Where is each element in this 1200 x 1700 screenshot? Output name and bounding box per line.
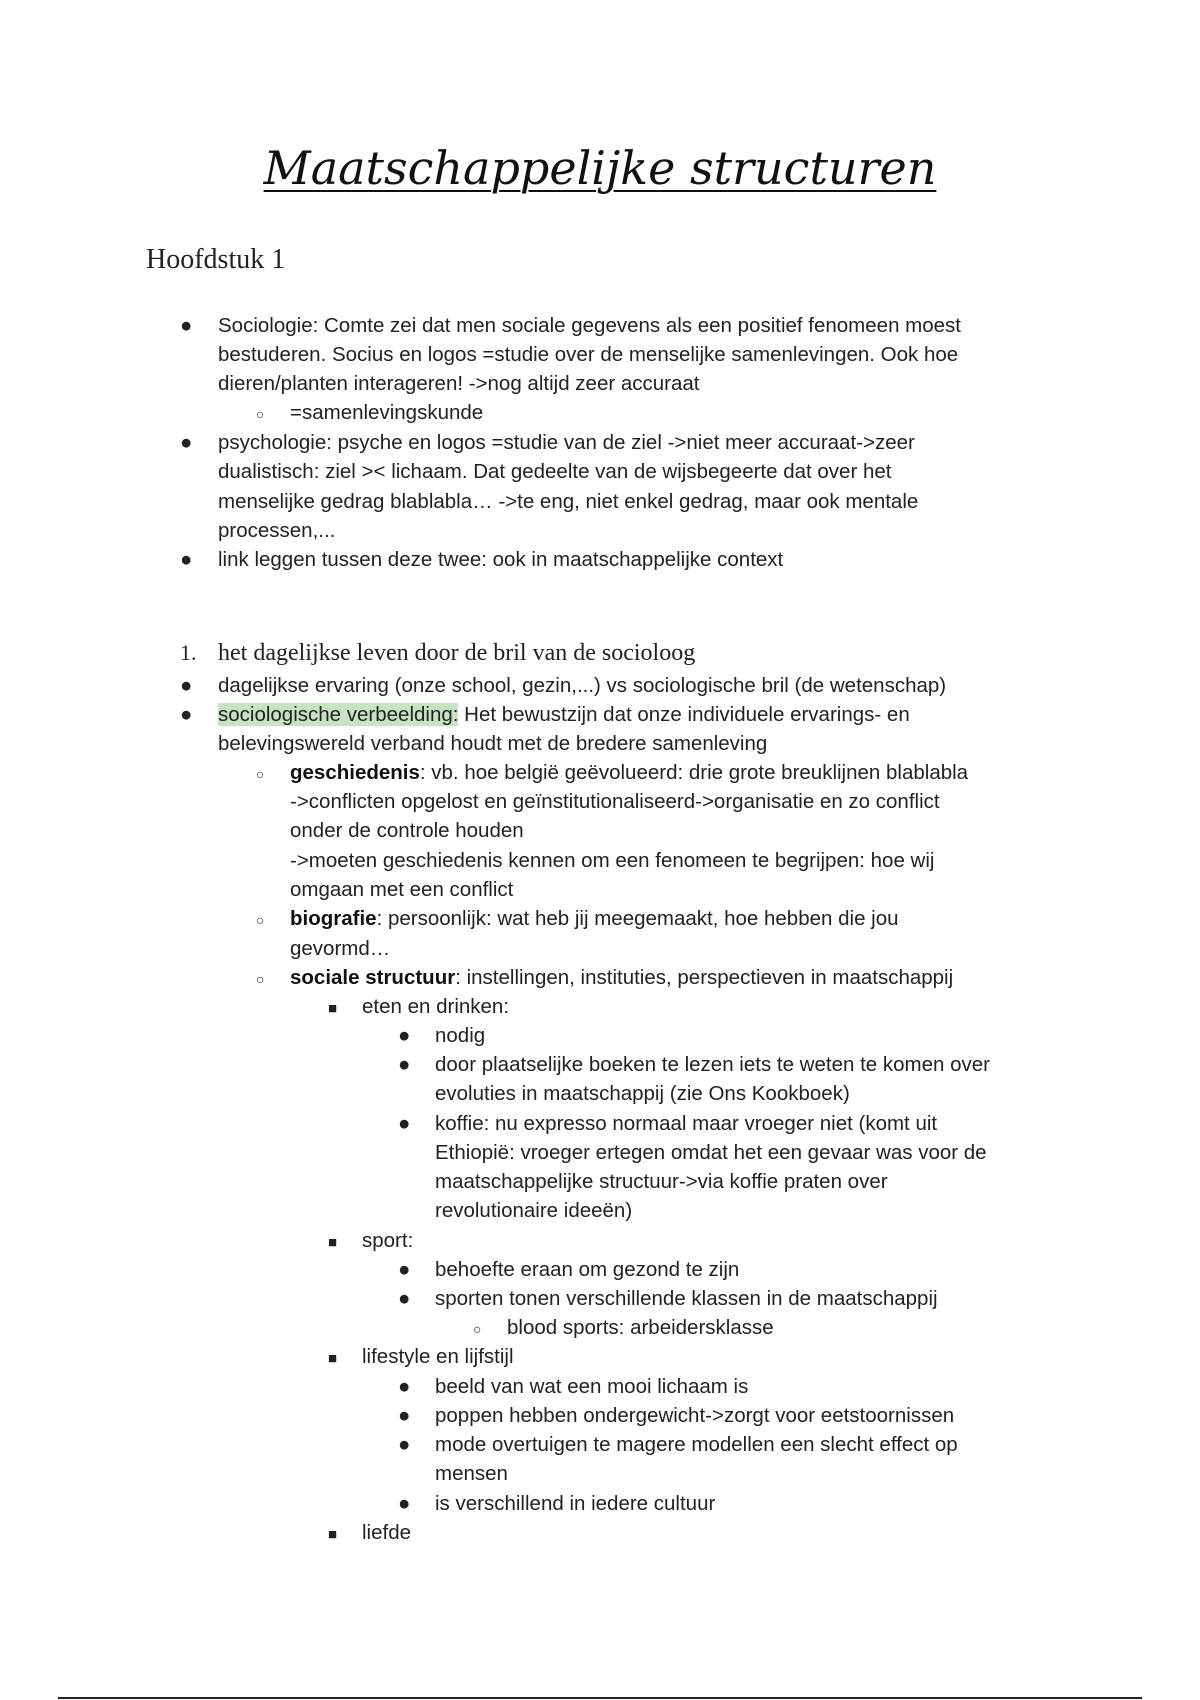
text-line: onder de controle houden [290, 819, 524, 842]
text-line: psychologie: psyche en logos =studie van de ziel ->niet meer accuraat->zeer [218, 431, 915, 454]
text-line: nodig [435, 1024, 486, 1047]
text-line: geschiedenis: vb. hoe belgië geëvolueerd: drie grote breuklijnen blablabla [290, 761, 969, 784]
bullet-disc-icon: ● [398, 1024, 411, 1047]
text-line: mensen [435, 1462, 508, 1485]
text-line: dualistisch: ziel >< lichaam. Dat gedeelte van de wijsbegeerte dat over het [218, 460, 892, 483]
text-line: behoefte eraan om gezond te zijn [435, 1258, 740, 1281]
text-line: ->conflicten opgelost en geïnstitutionaliseerd->organisatie en zo conflict [290, 790, 940, 813]
section-heading: het dagelijkse leven door de bril van de socioloog [218, 640, 696, 666]
text-line: =samenlevingskunde [290, 401, 484, 424]
text-line: ->moeten geschiedenis kennen om een fenomeen te begrijpen: hoe wij [290, 849, 935, 872]
text-line: gevormd… [290, 937, 391, 960]
bullet-disc-icon: ● [398, 1053, 411, 1076]
highlighted-term: sociologische verbeelding: [218, 703, 459, 726]
bullet-disc-icon: ● [398, 1433, 411, 1456]
section-number: 1. [180, 640, 197, 665]
text-line: menselijke gedrag blablabla… ->te eng, niet enkel gedrag, maar ook mentale [218, 490, 919, 513]
bullet-square-icon: ■ [328, 1350, 338, 1367]
text-line: link leggen tussen deze twee: ook in maatschappelijke context [218, 548, 784, 571]
text-line: blood sports: arbeidersklasse [507, 1316, 774, 1339]
text-line: lifestyle en lijfstijl [362, 1345, 514, 1368]
text-line: sporten tonen verschillende klassen in de maatschappij [435, 1287, 938, 1310]
bullet-disc-icon: ● [180, 548, 193, 571]
bullet-disc-icon: ● [180, 674, 193, 697]
text-line: is verschillend in iedere cultuur [435, 1492, 716, 1515]
text-line: poppen hebben ondergewicht->zorgt voor eetstoornissen [435, 1404, 955, 1427]
text-line: koffie: nu expresso normaal maar vroeger niet (komt uit [435, 1112, 938, 1135]
bullet-disc-icon: ● [398, 1287, 411, 1310]
text-line: dieren/planten interageren! ->nog altijd zeer accuraat [218, 372, 700, 395]
bullet-circle-icon: ○ [256, 766, 265, 782]
text-line: dagelijkse ervaring (onze school, gezin,...) vs sociologische bril (de wetenschap) [218, 674, 947, 697]
bullet-disc-icon: ● [180, 703, 193, 726]
bullet-disc-icon: ● [398, 1112, 411, 1135]
text-line: maatschappelijke structuur->via koffie praten over [435, 1170, 888, 1193]
text-line: belevingswereld verband houdt met de bredere samenleving [218, 732, 768, 755]
text-line: door plaatselijke boeken te lezen iets te weten te komen over [435, 1053, 990, 1076]
bullet-square-icon: ■ [328, 1526, 338, 1543]
page-title: Maatschappelijke structuren [263, 141, 937, 195]
text-line: bestuderen. Socius en logos =studie over de menselijke samenlevingen. Ook hoe [218, 343, 959, 366]
bullet-square-icon: ■ [328, 1234, 338, 1251]
bullet-circle-icon: ○ [256, 971, 265, 987]
text-line: liefde [362, 1521, 412, 1544]
text-line: evoluties in maatschappij (zie Ons Kookboek) [435, 1082, 850, 1105]
bullet-disc-icon: ● [398, 1375, 411, 1398]
bullet-disc-icon: ● [398, 1404, 411, 1427]
text-line: revolutionaire ideeën) [435, 1199, 633, 1222]
text-line: omgaan met een conflict [290, 878, 514, 901]
text-line: Ethiopië: vroeger ertegen omdat het een gevaar was voor de [435, 1141, 987, 1164]
bullet-circle-icon: ○ [473, 1321, 482, 1337]
text-line: Sociologie: Comte zei dat men sociale gegevens als een positief fenomeen moest [218, 314, 961, 337]
bullet-disc-icon: ● [398, 1258, 411, 1281]
bullet-disc-icon: ● [180, 314, 193, 337]
text-line: sociale structuur: instellingen, instituties, perspectieven in maatschappij [290, 966, 954, 989]
bullet-square-icon: ■ [328, 1000, 338, 1017]
text-line: sport: [362, 1229, 414, 1252]
text-line: eten en drinken: [362, 995, 510, 1018]
footer-divider [58, 1697, 1142, 1699]
text-line: biografie: persoonlijk: wat heb jij meegemaakt, hoe hebben die jou [290, 907, 899, 930]
bullet-disc-icon: ● [398, 1492, 411, 1515]
text-line: mode overtuigen te magere modellen een slecht effect op [435, 1433, 958, 1456]
bullet-disc-icon: ● [180, 431, 193, 454]
text-line: processen,... [218, 519, 336, 542]
bullet-circle-icon: ○ [256, 406, 265, 422]
text-line: beeld van wat een mooi lichaam is [435, 1375, 749, 1398]
text-line: sociologische verbeelding: Het bewustzijn dat onze individuele ervarings- en [218, 703, 910, 726]
chapter-heading: Hoofdstuk 1 [146, 244, 286, 275]
bullet-circle-icon: ○ [256, 912, 265, 928]
